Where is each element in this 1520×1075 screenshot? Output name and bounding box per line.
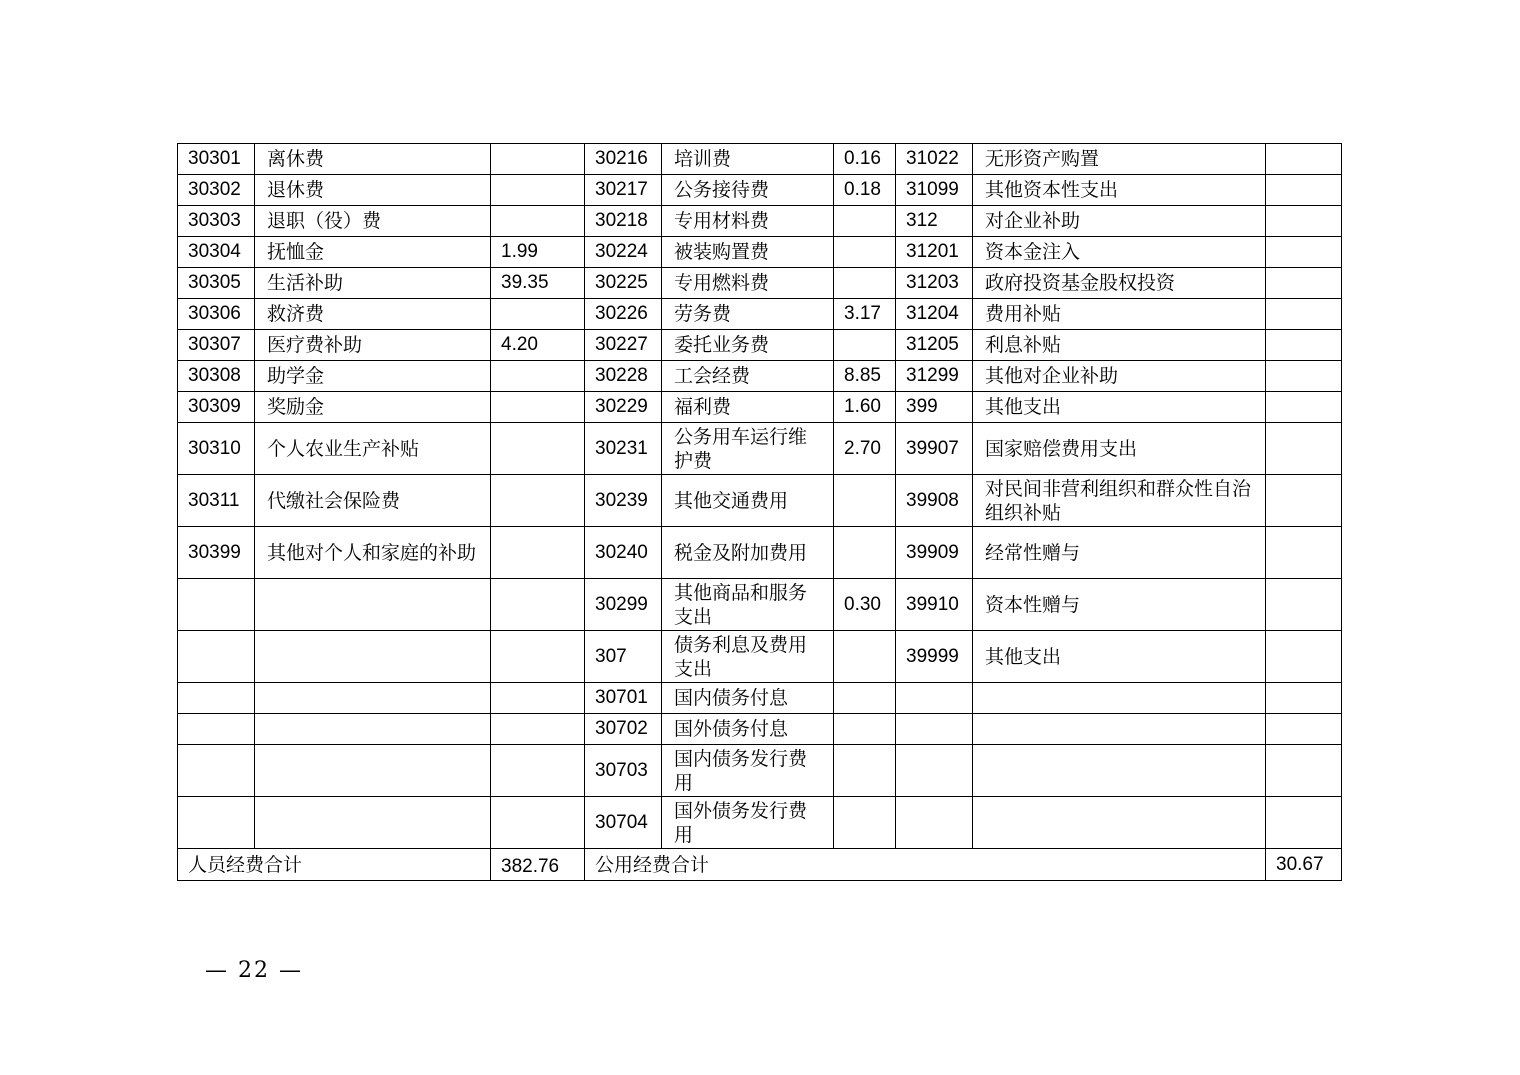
row-amount-1 [491,392,585,423]
row-code-3: 31299 [896,361,973,392]
row-amount-2: 8.85 [834,361,896,392]
row-name-3: 对企业补助 [973,206,1266,237]
row-amount-1: 39.35 [491,268,585,299]
table-row [178,797,1342,849]
row-name-1: 个人农业生产补贴 [255,423,491,475]
row-amount-2 [834,268,896,299]
row-name-2: 福利费 [662,392,834,423]
table-row [178,206,1342,237]
row-name-1 [255,683,491,714]
row-name-3 [973,714,1266,745]
row-name-2: 培训费 [662,144,834,175]
row-name-1: 离休费 [255,144,491,175]
row-name-2: 其他商品和服务支出 [662,579,834,631]
row-code-3: 312 [896,206,973,237]
public-total-label: 公用经费合计 [585,849,1266,881]
row-name-1 [255,579,491,631]
row-name-3: 对民间非营利组织和群众性自治组织补贴 [973,475,1266,527]
row-code-1 [178,683,255,714]
row-code-1 [178,745,255,797]
row-amount-1 [491,579,585,631]
row-amount-3 [1266,423,1342,475]
row-amount-3 [1266,299,1342,330]
row-amount-2 [834,475,896,527]
page-number: — 22 — [205,958,303,983]
row-amount-1 [491,475,585,527]
row-amount-1: 4.20 [491,330,585,361]
row-amount-1 [491,797,585,849]
row-amount-2 [834,206,896,237]
row-name-3: 其他对企业补助 [973,361,1266,392]
row-code-2: 30225 [585,268,662,299]
personnel-total-amount: 382.76 [491,849,585,881]
row-name-2: 国内债务发行费用 [662,745,834,797]
row-code-3: 39999 [896,631,973,683]
row-code-2: 30702 [585,714,662,745]
row-amount-1 [491,631,585,683]
table-row [178,268,1342,299]
table-body [178,144,1342,849]
row-amount-2: 1.60 [834,392,896,423]
row-code-2: 30239 [585,475,662,527]
row-amount-3 [1266,714,1342,745]
row-amount-2 [834,330,896,361]
row-code-1 [178,797,255,849]
row-name-2: 被装购置费 [662,237,834,268]
table-row [178,423,1342,475]
row-code-2: 30217 [585,175,662,206]
row-code-1: 30309 [178,392,255,423]
row-amount-1 [491,299,585,330]
totals-row [178,849,1342,881]
row-code-3: 39908 [896,475,973,527]
row-amount-3 [1266,330,1342,361]
row-name-1 [255,745,491,797]
row-name-1 [255,631,491,683]
row-code-2: 30703 [585,745,662,797]
row-amount-3 [1266,392,1342,423]
row-name-3 [973,683,1266,714]
row-code-1: 30306 [178,299,255,330]
row-amount-2: 3.17 [834,299,896,330]
row-name-3: 国家赔偿费用支出 [973,423,1266,475]
public-total-amount: 30.67 [1266,849,1342,881]
row-name-2: 国内债务付息 [662,683,834,714]
row-code-2: 307 [585,631,662,683]
row-code-2: 30704 [585,797,662,849]
row-amount-2: 2.70 [834,423,896,475]
row-code-1: 30399 [178,527,255,579]
row-code-3: 31099 [896,175,973,206]
row-name-1: 其他对个人和家庭的补助 [255,527,491,579]
row-amount-3 [1266,144,1342,175]
table-row [178,475,1342,527]
row-amount-1 [491,714,585,745]
row-amount-3 [1266,175,1342,206]
table-row [178,714,1342,745]
row-name-3 [973,745,1266,797]
row-name-2: 公务接待费 [662,175,834,206]
row-code-2: 30227 [585,330,662,361]
row-amount-3 [1266,237,1342,268]
row-code-3: 31203 [896,268,973,299]
row-code-1: 30308 [178,361,255,392]
row-code-1: 30303 [178,206,255,237]
table-row [178,683,1342,714]
row-name-3: 无形资产购置 [973,144,1266,175]
row-name-2: 委托业务费 [662,330,834,361]
row-code-3: 39909 [896,527,973,579]
row-name-2: 公务用车运行维护费 [662,423,834,475]
row-code-1: 30307 [178,330,255,361]
row-code-3: 31201 [896,237,973,268]
row-amount-1 [491,683,585,714]
row-code-2: 30226 [585,299,662,330]
row-name-1: 医疗费补助 [255,330,491,361]
row-name-2: 劳务费 [662,299,834,330]
row-name-1: 救济费 [255,299,491,330]
row-amount-3 [1266,361,1342,392]
row-amount-3 [1266,475,1342,527]
row-code-3 [896,797,973,849]
row-name-1: 抚恤金 [255,237,491,268]
row-name-2: 债务利息及费用支出 [662,631,834,683]
expenditure-table [177,143,1342,881]
row-name-2: 国外债务付息 [662,714,834,745]
row-name-1: 奖励金 [255,392,491,423]
row-name-3: 费用补贴 [973,299,1266,330]
row-amount-2 [834,527,896,579]
row-code-2: 30224 [585,237,662,268]
row-amount-3 [1266,579,1342,631]
row-code-2: 30229 [585,392,662,423]
row-name-1: 助学金 [255,361,491,392]
personnel-total-label: 人员经费合计 [178,849,491,881]
row-name-1: 代缴社会保险费 [255,475,491,527]
row-code-2: 30218 [585,206,662,237]
row-code-3: 39907 [896,423,973,475]
table-row [178,527,1342,579]
row-name-2: 国外债务发行费用 [662,797,834,849]
table-row [178,144,1342,175]
row-amount-3 [1266,631,1342,683]
row-amount-1 [491,745,585,797]
row-amount-1 [491,206,585,237]
row-name-3: 其他支出 [973,631,1266,683]
row-name-2: 税金及附加费用 [662,527,834,579]
row-amount-2 [834,237,896,268]
row-amount-3 [1266,527,1342,579]
row-name-3: 经常性赠与 [973,527,1266,579]
row-code-1: 30302 [178,175,255,206]
row-code-2: 30240 [585,527,662,579]
row-name-1: 生活补助 [255,268,491,299]
row-amount-3 [1266,683,1342,714]
row-amount-2 [834,745,896,797]
row-amount-2: 0.16 [834,144,896,175]
row-name-1: 退休费 [255,175,491,206]
row-code-2: 30701 [585,683,662,714]
row-code-1: 30301 [178,144,255,175]
table-row [178,579,1342,631]
row-name-1: 退职（役）费 [255,206,491,237]
row-code-1: 30310 [178,423,255,475]
row-amount-1 [491,527,585,579]
row-name-1 [255,714,491,745]
row-code-1: 30305 [178,268,255,299]
row-amount-3 [1266,206,1342,237]
row-code-1: 30311 [178,475,255,527]
row-code-1 [178,579,255,631]
row-amount-1 [491,423,585,475]
row-code-3: 31204 [896,299,973,330]
row-amount-3 [1266,797,1342,849]
row-amount-2: 0.30 [834,579,896,631]
table-row [178,237,1342,268]
row-name-3: 其他支出 [973,392,1266,423]
row-name-3: 政府投资基金股权投资 [973,268,1266,299]
row-code-2: 30216 [585,144,662,175]
table-row [178,361,1342,392]
row-code-1: 30304 [178,237,255,268]
table-row [178,745,1342,797]
row-code-1 [178,631,255,683]
row-name-3: 资本金注入 [973,237,1266,268]
row-code-3 [896,714,973,745]
row-amount-1: 1.99 [491,237,585,268]
row-name-1 [255,797,491,849]
row-amount-2 [834,797,896,849]
row-name-3: 其他资本性支出 [973,175,1266,206]
row-code-3: 39910 [896,579,973,631]
row-name-2: 工会经费 [662,361,834,392]
row-amount-1 [491,361,585,392]
row-amount-2: 0.18 [834,175,896,206]
table-row [178,299,1342,330]
row-amount-2 [834,714,896,745]
row-code-3 [896,683,973,714]
table-row [178,631,1342,683]
row-amount-1 [491,144,585,175]
row-name-2: 其他交通费用 [662,475,834,527]
row-amount-2 [834,631,896,683]
row-code-3: 31022 [896,144,973,175]
table-row [178,175,1342,206]
row-code-3: 399 [896,392,973,423]
row-name-3: 利息补贴 [973,330,1266,361]
row-code-3 [896,745,973,797]
row-code-3: 31205 [896,330,973,361]
table-row [178,330,1342,361]
row-name-2: 专用燃料费 [662,268,834,299]
table-row [178,392,1342,423]
row-code-2: 30299 [585,579,662,631]
row-amount-3 [1266,745,1342,797]
row-amount-3 [1266,268,1342,299]
row-amount-1 [491,175,585,206]
row-code-2: 30231 [585,423,662,475]
row-name-2: 专用材料费 [662,206,834,237]
row-code-2: 30228 [585,361,662,392]
row-name-3: 资本性赠与 [973,579,1266,631]
row-amount-2 [834,683,896,714]
row-code-1 [178,714,255,745]
row-name-3 [973,797,1266,849]
